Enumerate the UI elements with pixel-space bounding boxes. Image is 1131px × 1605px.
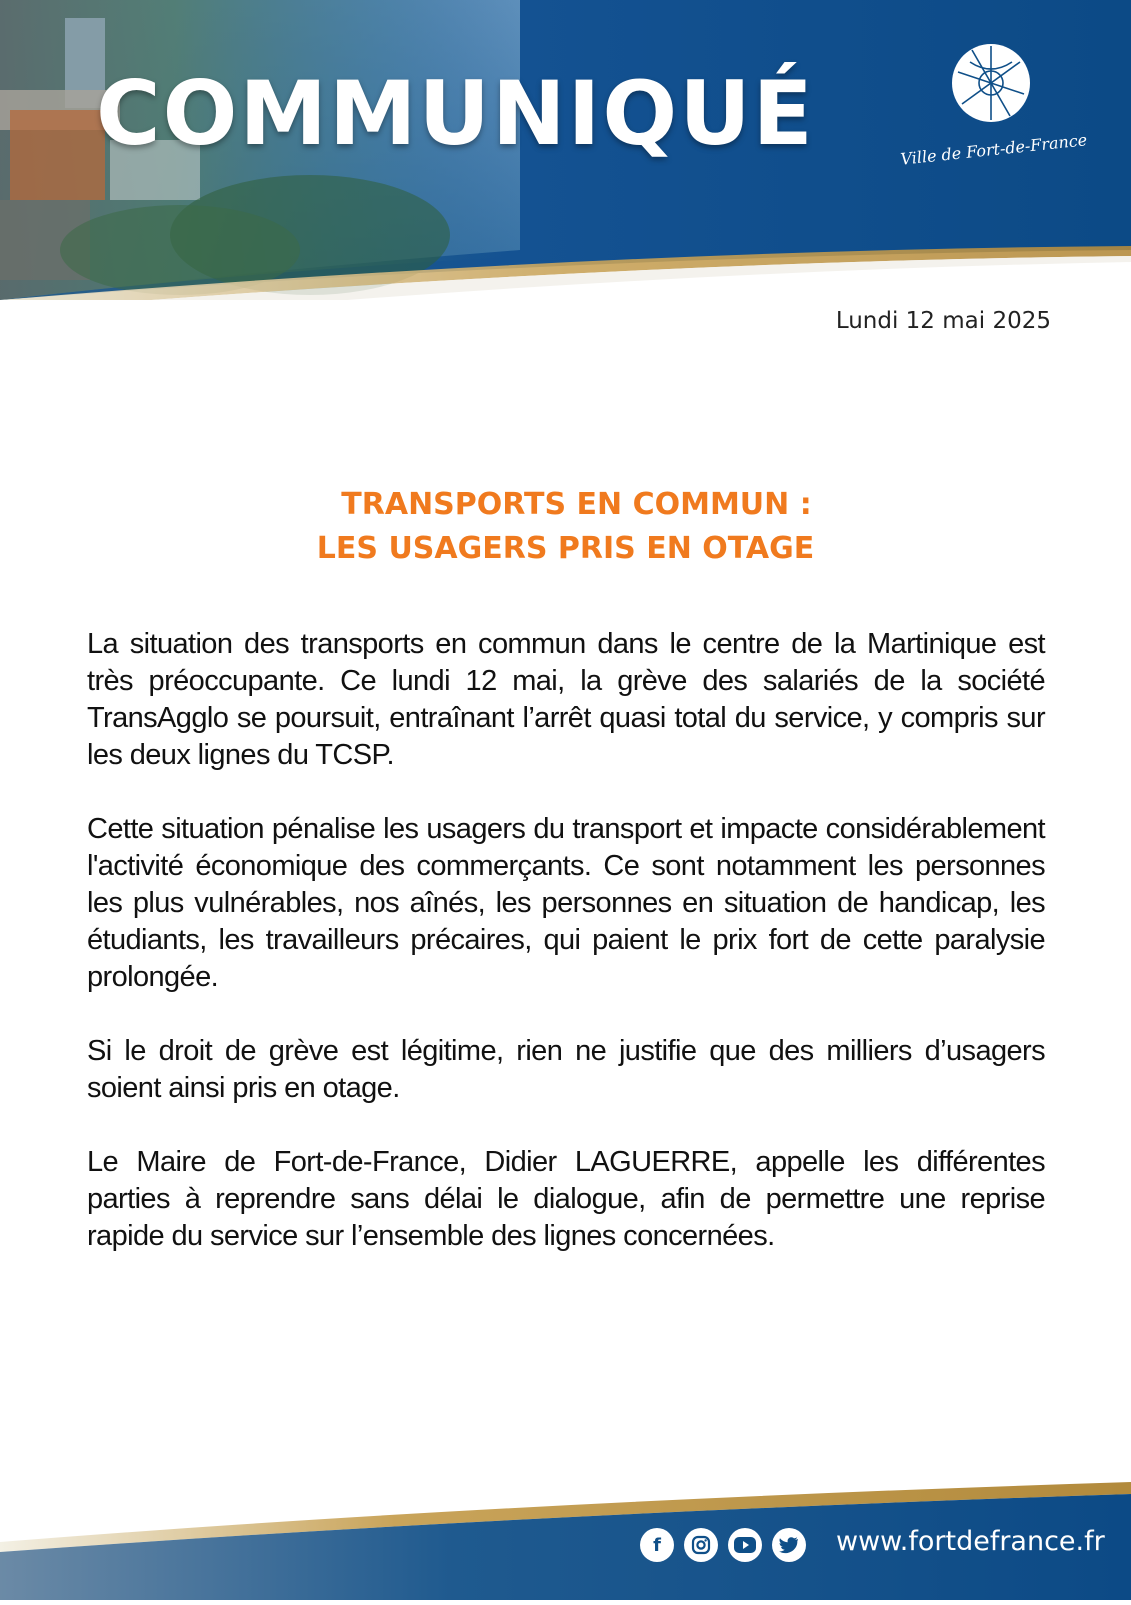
twitter-icon[interactable] [772, 1528, 806, 1562]
paragraph: Si le droit de grève est légitime, rien ne justifie que des milliers d’usagers soient ainsi pris en otage. [87, 1035, 1045, 1104]
banner-title: COMMUNIQUÉ [96, 62, 815, 165]
paragraph: Le Maire de Fort-de-France, Didier LAGUERRE, appelle les différentes parties à reprendre sans délai le dialogue, afin de permettre une reprise rapide du service sur l’ensemble des lignes concernées. [87, 1146, 1045, 1252]
website-link[interactable]: www.fortdefrance.fr [836, 1526, 1105, 1557]
body-text [87, 626, 1045, 1292]
instagram-icon[interactable] [684, 1528, 718, 1562]
youtube-icon[interactable] [728, 1528, 762, 1562]
paragraph: La situation des transports en commun dans le centre de la Martinique est très préoccupante. Ce lundi 12 mai, la grève des salariés de la société TransAgglo se poursuit, entraînant l’arrêt quasi total du service, y compris sur les deux lignes du TCSP. [87, 628, 1045, 771]
paragraph: Cette situation pénalise les usagers du transport et impacte considérablement l'activité économique des commerçants. Ce sont notamment les personnes les plus vulnérables, nos aînés, les personnes en situation de handicap, les étudiants, les travailleurs précaires, qui paient le prix fort de cette paralysie prolongée. [87, 813, 1045, 993]
facebook-icon[interactable]: f [640, 1528, 674, 1562]
city-logo-icon [950, 42, 1032, 124]
logo-script-text: Ville de Fort-de-France [899, 130, 1088, 169]
publication-date: Lundi 12 mai 2025 [835, 308, 1051, 334]
header-banner [0, 0, 1131, 300]
headline [0, 483, 1131, 571]
headline-line-1: TRANSPORTS EN COMMUN : [341, 487, 812, 522]
headline-line-2: LES USAGERS PRIS EN OTAGE [316, 531, 815, 566]
